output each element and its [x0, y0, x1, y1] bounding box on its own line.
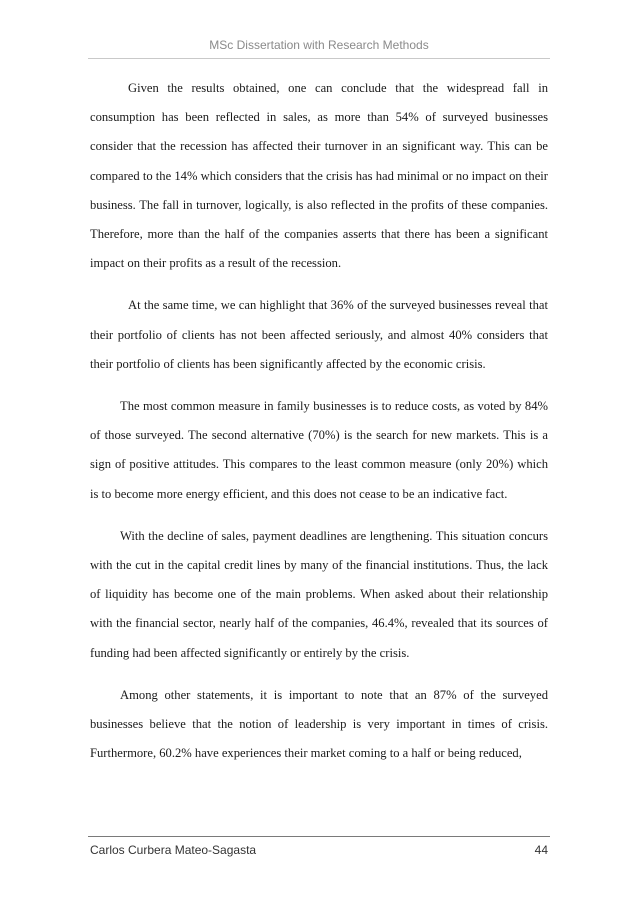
paragraph-leadership: Among other statements, it is important to note that an 87% of the surveyed businesses believe that the notion of leadership is very important in times of crisis. Furthermore, 60.2% have experiences their market coming to a half or being reduced, [90, 687, 548, 761]
paragraph-common-measures: The most common measure in family businesses is to reduce costs, as voted by 84% of those surveyed. The second alternative (70%) is the search for new markets. This is a sign of positive attitudes. This compares to the least common measure (only 20%) which is to become more energy efficient, and this does not cease to be an indicative fact. [90, 399, 548, 501]
document-body [90, 74, 548, 781]
paragraph-client-portfolio: At the same time, we can highlight that 36% of the surveyed businesses reveal that their portfolio of clients has not been affected seriously, and almost 40% considers that their portfolio of clients has been significantly affected by the economic crisis. [90, 298, 548, 371]
running-header: MSc Dissertation with Research Methods [209, 38, 429, 52]
footer-author: Carlos Curbera Mateo-Sagasta [90, 843, 257, 857]
paragraph-turnover-profits: Given the results obtained, one can conclude that the widespread fall in consumption has been reflected in sales, as more than 54% of surveyed businesses consider that the recession has affected their turnover in an significant way. This can be compared to the 14% which considers that the crisis has had minimal or no impact on their business. The fall in turnover, logically, is also reflected in the profits of these companies. Therefore, more than the half of the companies asserts that there has been a significant impact on their profits as a result of the recession. [90, 81, 548, 271]
footer-divider [88, 836, 550, 837]
paragraph-liquidity: With the decline of sales, payment deadlines are lengthening. This situation concurs with the cut in the capital credit lines by many of the financial institutions. Thus, the lack of liquidity has become one of the main problems. When asked about their relationship with the financial sector, nearly half of the companies, 46.4%, revealed that its sources of funding had been affected significantly or entirely by the crisis. [90, 528, 548, 660]
page-number: 44 [534, 843, 548, 857]
header-divider [88, 58, 550, 59]
